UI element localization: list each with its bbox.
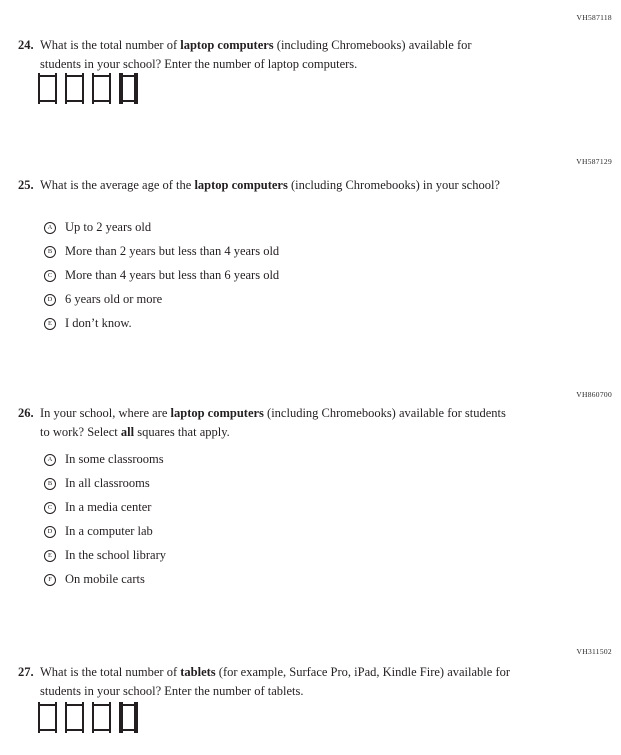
option-bubble-icon[interactable]: D (44, 526, 56, 538)
option-bubble-icon[interactable]: B (44, 478, 56, 490)
option-bubble-icon[interactable]: D (44, 294, 56, 306)
question-24-number: 24. (18, 38, 34, 52)
digit-box[interactable] (92, 704, 111, 731)
option-label: On mobile carts (65, 572, 145, 586)
question-24-text: What is the total number of laptop computers (including Chromebooks) available for students in your school? Enter the number of laptop computers. (40, 38, 472, 71)
option-bubble-icon[interactable]: C (44, 270, 56, 282)
question-27 (18, 663, 512, 701)
question-26-number: 26. (18, 406, 34, 420)
option-label: More than 4 years but less than 6 years old (65, 268, 280, 282)
digit-box[interactable] (119, 704, 138, 731)
question-26-text: In your school, where are laptop computers (including Chromebooks) available for students to work? Select all squares that apply. (40, 406, 506, 439)
digit-box[interactable] (38, 704, 57, 731)
option-row[interactable] (44, 291, 279, 308)
option-row[interactable] (44, 451, 166, 468)
question-26 (18, 404, 512, 442)
option-row[interactable] (44, 267, 279, 284)
question-25-options (44, 219, 279, 332)
option-label: In a computer lab (65, 524, 153, 538)
option-row[interactable] (44, 219, 279, 236)
question-25-number: 25. (18, 178, 34, 192)
question-24 (18, 36, 512, 74)
option-bubble-icon[interactable]: A (44, 222, 56, 234)
option-row[interactable] (44, 523, 166, 540)
option-row[interactable] (44, 571, 166, 588)
option-bubble-icon[interactable]: A (44, 454, 56, 466)
question-24-number-entry (38, 75, 138, 102)
option-row[interactable] (44, 243, 279, 260)
option-label: In some classrooms (65, 452, 164, 466)
question-27-text: What is the total number of tablets (for example, Surface Pro, iPad, Kindle Fire) available for students in your school? Enter the number of tablets. (40, 665, 511, 698)
question-25 (18, 176, 512, 195)
option-bubble-icon[interactable]: C (44, 502, 56, 514)
option-bubble-icon[interactable]: E (44, 318, 56, 330)
option-row[interactable] (44, 315, 279, 332)
option-bubble-icon[interactable]: B (44, 246, 56, 258)
option-label: In a media center (65, 500, 152, 514)
option-label: Up to 2 years old (65, 220, 152, 234)
question-27-code: VH311502 (576, 647, 612, 656)
digit-box[interactable] (119, 75, 138, 102)
question-26-options (44, 451, 166, 588)
digit-box[interactable] (65, 704, 84, 731)
option-label: More than 2 years but less than 4 years old (65, 244, 280, 258)
option-row[interactable] (44, 475, 166, 492)
question-24-code: VH587118 (576, 13, 612, 22)
question-27-number-entry (38, 704, 138, 731)
question-25-code: VH587129 (576, 157, 612, 166)
digit-box[interactable] (65, 75, 84, 102)
option-label: In all classrooms (65, 476, 150, 490)
option-row[interactable] (44, 547, 166, 564)
option-label: In the school library (65, 548, 167, 562)
question-25-text: What is the average age of the laptop computers (including Chromebooks) in your school? (40, 178, 500, 192)
option-label: 6 years old or more (65, 292, 163, 306)
question-27-number: 27. (18, 665, 34, 679)
digit-box[interactable] (38, 75, 57, 102)
option-row[interactable] (44, 499, 166, 516)
option-bubble-icon[interactable]: F (44, 574, 56, 586)
option-label: I don’t know. (65, 316, 132, 330)
digit-box[interactable] (92, 75, 111, 102)
option-bubble-icon[interactable]: E (44, 550, 56, 562)
question-26-code: VH860700 (576, 390, 612, 399)
